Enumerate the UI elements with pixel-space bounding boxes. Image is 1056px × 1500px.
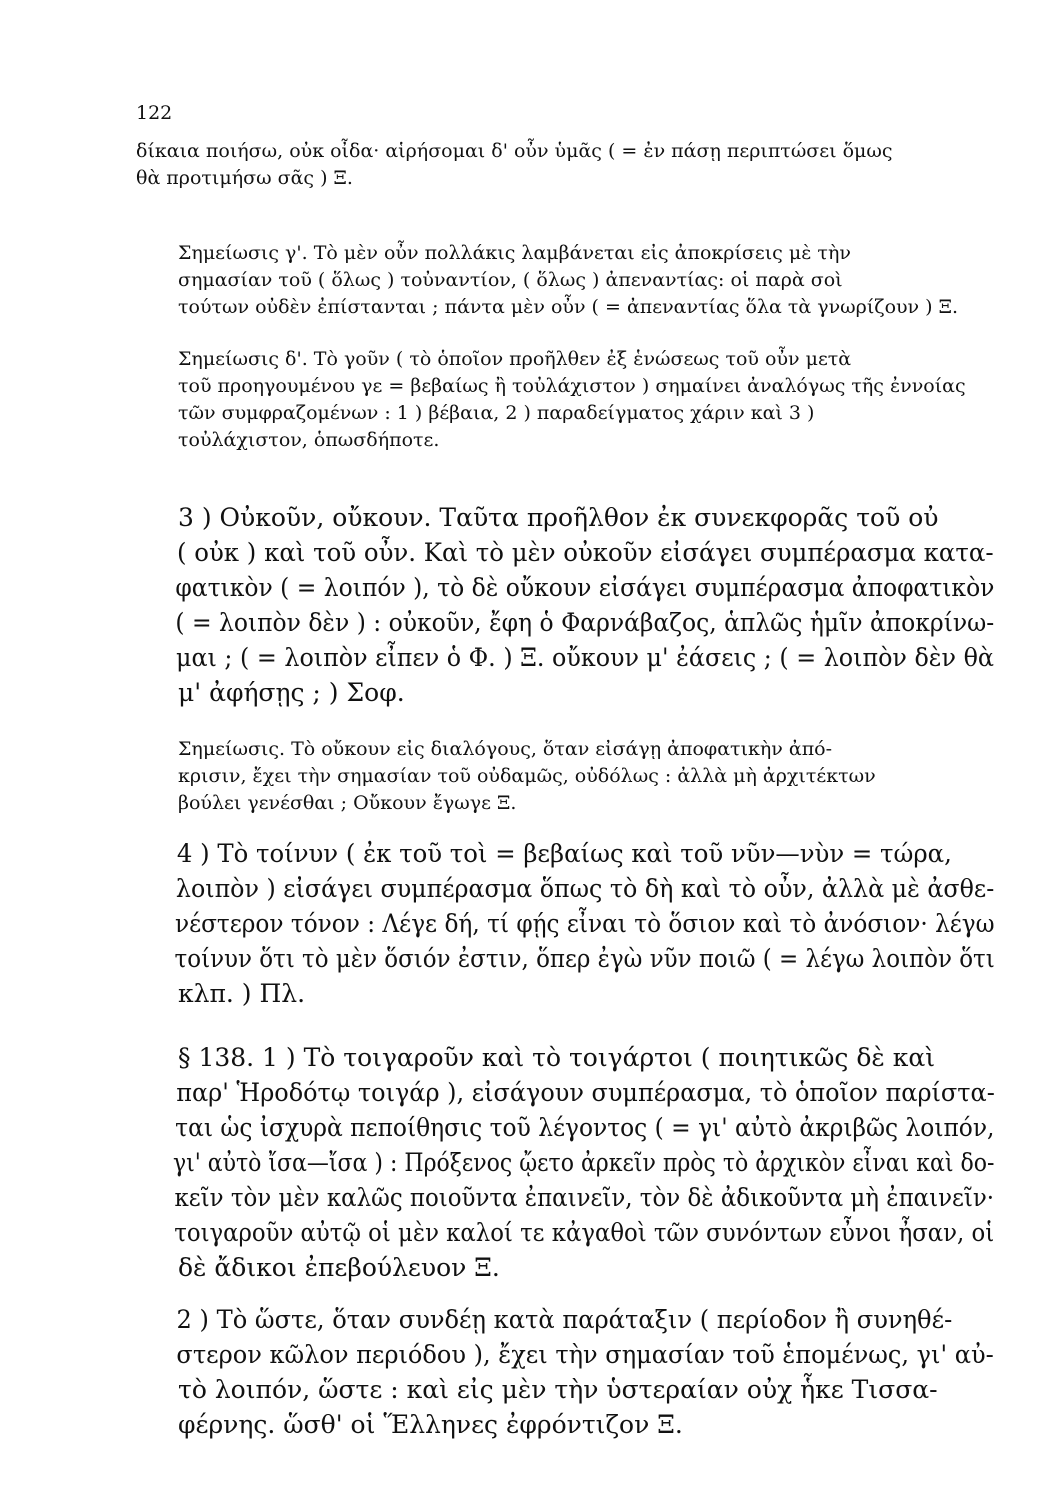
text-line: § 138. 1 ) Τὸ τοιγαροῦν καὶ τὸ τοιγάρτοι ( ποιητικῶς δὲ καὶ [178,1043,936,1072]
text-line: 4 ) Τὸ τοίνυν ( ἐκ τοῦ τοὶ = βεβαίως καὶ τοῦ νῦν—νὺν = τώρα, [176,839,952,868]
text-line: σημασίαν τοῦ ( ὅλως ) τοὐναντίον, ( ὅλως ) ἀπεναντίας: οἱ παρὰ σοὶ [178,269,843,291]
note-oukoun [136,736,994,817]
text-line: ται ὡς ἰσχυρὰ πεποίθησις τοῦ λέγοντος ( = γι' αὐτὸ ἀκριβῶς λοιπόν, [175,1113,995,1142]
text-line: παρ' Ἡροδότῳ τοιγάρ ), εἰσάγουν συμπέρασμα, τὸ ὁποῖον παρίστα- [176,1078,995,1107]
text-line: ( οὐκ ) καὶ τοῦ οὖν. Καὶ τὸ μὲν οὐκοῦν εἰσάγει συμπέρασμα κατα- [176,538,994,567]
text-line: Σημείωσις γ'. Τὸ μὲν οὖν πολλάκις λαμβάνεται εἰς ἀποκρίσεις μὲ τὴν [178,242,851,264]
text-line: τοιγαροῦν αὐτῷ οἱ μὲν καλοί τε κἀγαθοὶ τῶν συνόντων εὖνοι ἦσαν, οἱ [174,1218,995,1247]
text-line: κλπ. ) Πλ. [178,979,306,1008]
section-2-hoste [136,1302,994,1442]
text-line: μ' ἀφήσῃς ; ) Σοφ. [178,678,405,707]
text-line: τοῦ προηγουμένου γε = βεβαίως ἢ τοὐλάχιστον ) σημαίνει ἀναλόγως τῆς ἐννοίας [178,375,966,397]
text-line: βούλει γενέσθαι ; Οὔκουν ἔγωγε Ξ. [178,792,517,814]
section-3-oukoun [136,500,994,710]
text-line: μαι ; ( = λοιπὸν εἶπεν ὁ Φ. ) Ξ. οὔκουν μ' ἐάσεις ; ( = λοιπὸν δὲν θὰ [175,643,994,672]
section-138 [136,1040,994,1285]
text-line: ( = λοιπὸν δὲν ) : οὐκοῦν, ἔφη ὁ Φαρνάβαζος, ἁπλῶς ἡμῖν ἀποκρίνω- [175,608,995,637]
text-line: φατικὸν ( = λοιπόν ), τὸ δὲ οὔκουν εἰσάγει συμπέρασμα ἀποφατικὸν [175,573,995,602]
page-number: 122 [136,102,173,124]
text-line: τὸ λοιπόν, ὥστε : καὶ εἰς μὲν τὴν ὑστεραίαν οὐχ ἧκε Τισσα- [178,1375,938,1404]
text-line: λοιπὸν ) εἰσάγει συμπέρασμα ὅπως τὸ δὴ καὶ τὸ οὖν, ἀλλὰ μὲ ἀσθε- [175,874,994,903]
note-gamma [136,240,994,321]
text-line: Σημείωσις δ'. Τὸ γοῦν ( τὸ ὁποῖον προῆλθεν ἐξ ἑνώσεως τοῦ οὖν μετὰ [178,348,852,370]
text-line: Σημείωσις. Τὸ οὔκουν εἰς διαλόγους, ὅταν εἰσάγῃ ἀποφατικὴν ἀπό- [178,738,833,760]
text-line: δὲ ἄδικοι ἐπεβούλευον Ξ. [178,1253,500,1282]
text-line: στερον κῶλον περιόδου ), ἔχει τὴν σημασίαν τοῦ ἑπομένως, γι' αὐ- [176,1340,994,1369]
text-line: φέρνης. ὥσθ' οἱ Ἕλληνες ἐφρόντιζον Ξ. [178,1410,683,1439]
text-line: τοίνυν ὅτι τὸ μὲν ὅσιόν ἐστιν, ὅπερ ἐγὼ νῦν ποιῶ ( = λέγω λοιπὸν ὅτι [174,944,995,973]
text-line: τῶν συμφραζομένων : 1 ) βέβαια, 2 ) παραδείγματος χάριν καὶ 3 ) [178,402,815,424]
text-line: 2 ) Τὸ ὥστε, ὅταν συνδέῃ κατὰ παράταξιν ( περίοδον ἢ συνηθέ- [176,1305,953,1334]
text-line: γι' αὐτὸ ἴσα—ἴσα ) : Πρόξενος ᾤετο ἀρκεῖν πρὸς τὸ ἀρχικὸν εἶναι καὶ δο- [172,1148,994,1177]
text-line: δίκαια ποιήσω, οὐκ οἶδα· αἱρήσομαι δ' οὖν ὑμᾶς ( = ἐν πάσῃ περιπτώσει ὅμως [136,140,893,162]
text-line: 3 ) Οὐκοῦν, οὔκουν. Ταῦτα προῆλθον ἐκ συνεκφορᾶς τοῦ οὐ [178,503,939,532]
note-delta [136,346,994,454]
text-line: τοὐλάχιστον, ὁπωσδήποτε. [178,429,440,451]
text-line: νέστερον τόνον : Λέγε δή, τί φῄς εἶναι τὸ ὅσιον καὶ τὸ ἀνόσιον· λέγω [174,909,995,938]
text-line: τούτων οὐδὲν ἐπίστανται ; πάντα μὲν οὖν ( = ἀπεναντίας ὅλα τὰ γνωρίζουν ) Ξ. [178,296,959,318]
text-line: θὰ προτιμήσω σᾶς ) Ξ. [136,167,353,189]
text-line: κεῖν τὸν μὲν καλῶς ποιοῦντα ἐπαινεῖν, τὸν δὲ ἀδικοῦντα μὴ ἐπαινεῖν· [174,1183,995,1212]
section-4-toinyn [136,836,994,1011]
note-c-continuation [136,138,994,192]
text-line: κρισιν, ἔχει τὴν σημασίαν τοῦ οὐδαμῶς, οὐδόλως : ἀλλὰ μὴ ἀρχιτέκτων [178,765,876,787]
